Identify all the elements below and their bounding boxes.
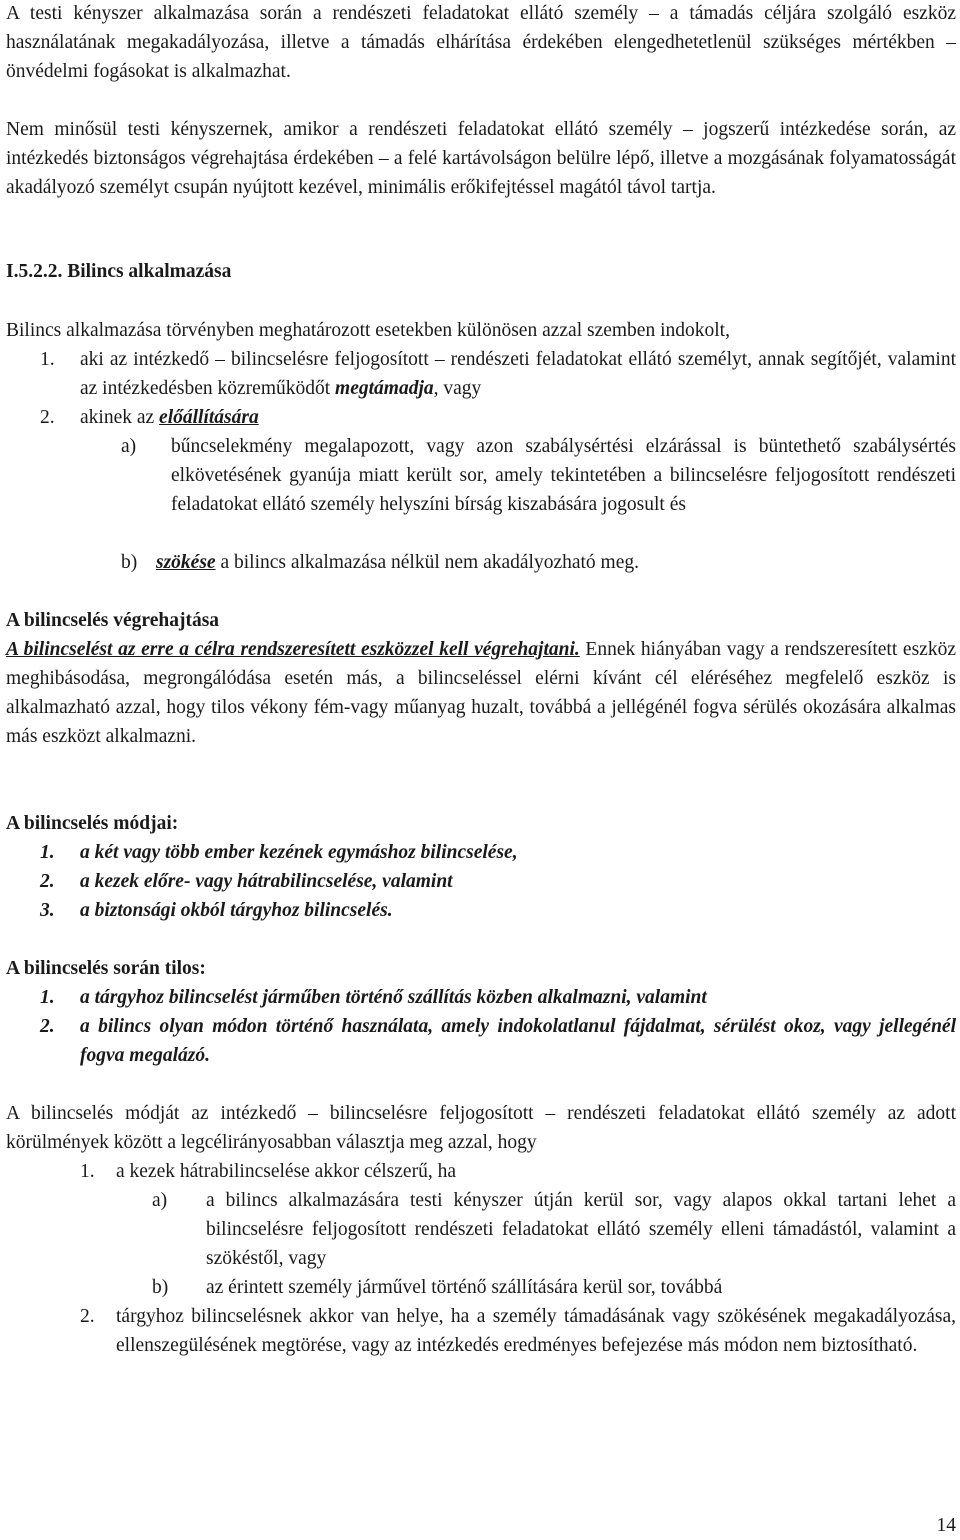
list-number: 1. — [40, 349, 55, 370]
list-number: 1. — [80, 1161, 95, 1182]
paragraph-handcuff-cases: Bilincs alkalmazása törvényben meghatározott esetekben különösen azzal szemben indokolt, — [6, 320, 730, 341]
list-item-text: a bilincs olyan módon történő használata, amely indokolatlanul fájdalmat, sérülést okoz, vagy jellegénél fogva megalázó. — [80, 1016, 956, 1066]
list-item-text: a tárgyhoz bilincselést járműben történő szállítás közben alkalmazni, valamint — [80, 987, 707, 1008]
list-item — [40, 838, 956, 867]
list-number: 3. — [40, 900, 55, 921]
sublist-item-text: az érintett személy járművel történő szállítására kerül sor, továbbá — [206, 1277, 723, 1298]
list-item-text: a biztonsági okból tárgyhoz bilincselés. — [80, 900, 393, 921]
list-item — [80, 1157, 956, 1186]
list-number: 1. — [40, 842, 55, 863]
list-number: 2. — [40, 871, 55, 892]
sublist-letter: b) — [121, 552, 138, 573]
emphasis: megtámadja — [335, 378, 434, 399]
sublist-item — [121, 432, 956, 519]
sublist-letter: b) — [152, 1277, 169, 1298]
list-item — [40, 345, 956, 403]
sublist-item — [152, 1186, 956, 1273]
list-item — [40, 1012, 956, 1070]
list-item — [40, 896, 956, 925]
paragraph-not-coercion: Nem minősül testi kényszernek, amikor a rendészeti feladatokat ellátó személy – jogszerű intézkedése során, az intézkedés biztonságos végrehajtása érdekében – a felé kartávolságon belülre lépő, illetve a mozgásának folyamatosságát akadályozó személyt csupán nyújtott kezével, minimális erőkifejtéssel magától távol tartja. — [6, 119, 956, 198]
list-number: 2. — [80, 1306, 95, 1327]
paragraph-choice: A bilincselés módját az intézkedő – bilincselésre feljogosított – rendészeti feladatokat ellátó személy az adott körülmények között a legcélirányosabban választja meg azzal, hogy — [6, 1103, 956, 1153]
list-item-text: a kezek előre- vagy hátrabilincselése, valamint — [80, 871, 453, 892]
list-item-text: a két vagy több ember kezének egymáshoz bilincselése, — [80, 842, 518, 863]
page-number: 14 — [936, 1515, 956, 1536]
emphasis: előállítására — [159, 407, 259, 428]
section-heading-handcuff: I.5.2.2. Bilincs alkalmazása — [6, 261, 232, 282]
sublist-item-text: bűncselekmény megalapozott, vagy azon szabálysértési elzárással is büntethető szabálysértés elkövetésének gyanúja miatt került sor, amely tekintetében a bilincselésre feljogosított rendészeti feladatokat ellátó személy helyszíni bírság kiszabására jogosult és — [171, 436, 956, 515]
list-number: 2. — [40, 407, 55, 428]
sublist-letter: a) — [152, 1190, 168, 1211]
list-item — [40, 403, 956, 432]
sublist-letter: a) — [121, 436, 137, 457]
section-heading-modes: A bilincselés módjai: — [6, 813, 179, 834]
section-heading-forbidden: A bilincselés során tilos: — [6, 958, 206, 979]
sublist-item — [121, 548, 956, 577]
paragraph-execution: A bilincselést az erre a célra rendszeresített eszközzel kell végrehajtani. Ennek hiányában vagy a rendszeresített eszköz meghibásodása, megrongálódása esetén más, a bilincseléssel elérni kívánt cél eléréséhez megfelelő eszköz is alkalmazható azzal, hogy tilos vékony fém-vagy műanyag huzalt, továbbá a jellégénél fogva sérülés okozására alkalmas más eszközt alkalmazni. — [6, 639, 956, 747]
list-item — [40, 867, 956, 896]
list-item — [80, 1302, 956, 1360]
sublist-item-text: szökése a bilincs alkalmazása nélkül nem akadályozható meg. — [156, 552, 639, 573]
list-item-text: aki az intézkedő – bilincselésre feljogosított – rendészeti feladatokat ellátó személyt, annak segítőjét, valamint az intézkedésben közreműködőt megtámadja, vagy — [80, 349, 956, 399]
sublist-item-text: a bilincs alkalmazására testi kényszer útján kerül sor, vagy alapos okkal tartani lehet a bilincselésre feljogosított rendészeti feladatokat ellátó személy elleni támadástól, valamint a szökéstől, vagy — [206, 1190, 956, 1269]
emphasis: A bilincselést az erre a célra rendszeresített eszközzel kell végrehajtani. — [6, 639, 580, 660]
list-item-text: akinek az előállítására — [80, 407, 259, 428]
list-item — [40, 983, 956, 1012]
section-heading-execution: A bilincselés végrehajtása — [6, 610, 220, 631]
emphasis: szökése — [156, 552, 216, 573]
sublist-item — [152, 1273, 956, 1302]
list-item-text: a kezek hátrabilincselése akkor célszerű, ha — [116, 1161, 456, 1182]
list-number: 1. — [40, 987, 55, 1008]
list-item-text: tárgyhoz bilincselésnek akkor van helye, ha a személy támadásának vagy szökésének megakadályozása, ellenszegülésének megtörése, vagy az intézkedés eredményes befejezése más módon nem biztosítható. — [116, 1306, 956, 1356]
list-number: 2. — [40, 1016, 55, 1037]
paragraph-self-defense: A testi kényszer alkalmazása során a rendészeti feladatokat ellátó személy – a támadás céljára szolgáló eszköz használatának megakadályozása, illetve a támadás elhárítása érdekében elengedhetetlenül szükséges mértékben – önvédelmi fogásokat is alkalmazhat. — [6, 3, 956, 82]
